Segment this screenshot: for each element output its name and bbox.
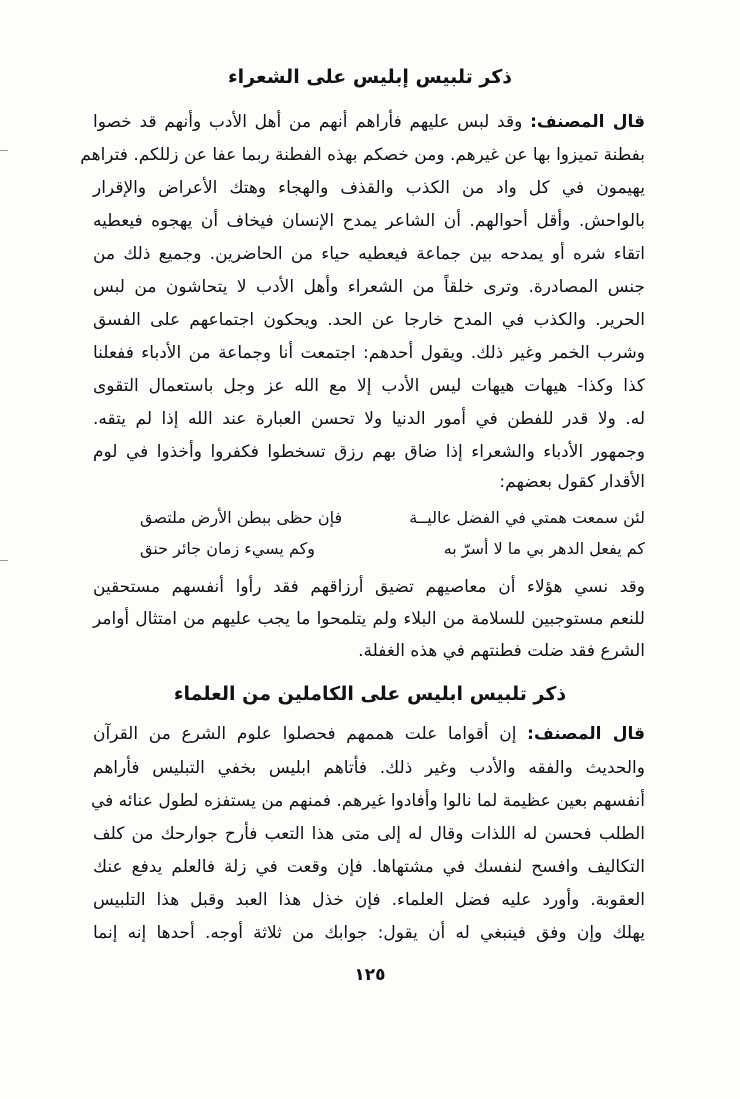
paragraph-line: الشرع فقد ضلت فطنتهم في هذه الغفلة. — [358, 641, 645, 661]
section-heading-poets: ذكر تلبيس إبليس على الشعراء — [227, 66, 513, 88]
paragraph-line: بفطنة تميزوا بها عن غيرهم. ومن خصكم بهذه الفطنة ربما عفا عن زللكم. فتراهم — [80, 145, 645, 165]
paragraph-line: كذا وكذا- هيهات هيهات ليس الأدب إلا مع الله عز وجل باستعمال التقوى — [93, 376, 645, 396]
paragraph-line: الأقدار كقول بعضهم: — [499, 472, 645, 492]
paragraph-line: اتقاء شره أو يمدحه بين جماعة فيعطيه حياء من الحاضرين. وجميع ذلك من — [93, 244, 645, 264]
paragraph-line: الطلب فحسن له اللذات وقال له إلى متى هذا التعب فأرح جوارحك من كلف — [93, 824, 645, 844]
poem-verse-2-first: كم يفعل الدهر بي ما لا أسرّ به — [443, 539, 645, 558]
author-lead: قال المصنف: — [527, 724, 645, 744]
scan-edge-mark — [0, 150, 8, 151]
paragraph-line: وقد نسي هؤلاء أن معاصيهم تضيق أرزاقهم فقد رأوا أنفسهم مستحقين — [93, 577, 645, 597]
paragraph-line — [93, 722, 645, 752]
paragraph-line: يهلك وإن وفق فينبغي له أن يقول: جوابك من ثلاثة أوجه. أحدها إنه إنما — [93, 923, 645, 943]
paragraph-line: بالواحش. وأقل أحوالهم. أن الشاعر يمدح الإنسان فيخاف أن يهجوه فيعطيه — [93, 211, 645, 231]
page-number: ١٢٥ — [354, 965, 386, 985]
paragraph-line: له. ولا قدر للفطن في أمور الدنيا ولا تحسن العبارة عند الله إذا لم يتقه. — [93, 409, 645, 429]
line-text: وقد لبس عليهم فأراهم أنهم من أهل الأدب وأنهم قد خصوا — [93, 112, 531, 132]
paragraph-line: والحديث والفقه والأدب وغير ذلك. فأتاهم ابليس بخفي التبليس فأراهم — [93, 758, 645, 778]
paragraph-line: وجمهور الأدباء والشعراء إذا ضاق بهم رزق تسخطوا فكفروا وأخذوا في لوم — [93, 442, 645, 462]
poem-verse-1-first: لئن سمعت همتي في الفضل عاليــة — [409, 508, 645, 527]
paragraph-line: التكاليف وافسح لنفسك في مشتهاها. فإن وقعت في زلة فالعلم يدفع عنك — [93, 857, 645, 877]
paragraph-line: الحرير. والكذب في المدح خارجا عن الحد. ويحكون اجتماعهم على الفسق — [93, 310, 645, 330]
paragraph-line: للنعم مستوجبين للسلامة من البلاء ولم يتلمحوا ما يجب عليهم من امتثال أوامر — [93, 609, 645, 629]
section-heading-scholars: ذكر تلبيس ابليس على الكاملين من العلماء — [173, 683, 567, 705]
paragraph-line: جنس المصادرة. وترى خلقاً من الشعراء وأهل الأدب لا يتحاشون من لبس — [93, 277, 645, 297]
line-text: إن أقواما علت هممهم فحصلوا علوم الشرع من القرآن — [93, 724, 528, 744]
author-lead: قال المصنف: — [530, 112, 645, 132]
poem-verse-1-second: فإن حظى ببطن الأرض ملتصق — [140, 508, 343, 527]
paragraph-line: يهيمون في كل واد من الكذب والقذف والهجاء وهتك الأعراض والإقرار — [93, 178, 645, 198]
paragraph-line — [93, 110, 645, 140]
scan-edge-mark — [0, 560, 8, 561]
paragraph-line: وشرب الخمر وغير ذلك. ويقول أحدهم: اجتمعت أنا وجماعة من الأدباء ففعلنا — [93, 343, 645, 363]
poem-verse-2-second: وكم يسيء زمان جائر حنق — [140, 539, 315, 558]
paragraph-line: العقوبة. وأورد عليه فضل العلماء. فإن خذل هذا العبد وقبل هذا التلبيس — [93, 890, 645, 910]
paragraph-line: أنفسهم بعين عظيمة لما نالوا وأفادوا غيرهم. فمنهم من يستفزه لطول عنائه في — [90, 791, 645, 811]
